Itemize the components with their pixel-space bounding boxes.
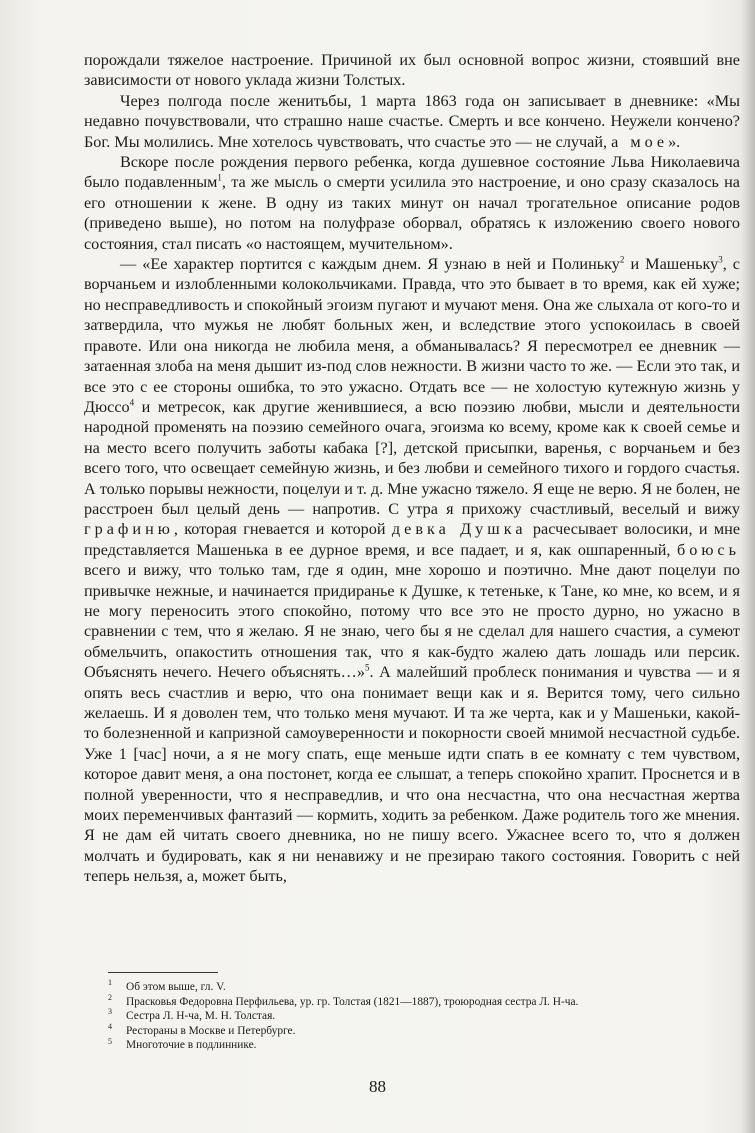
paragraph-3: Вскоре после рождения первого ребенка, когда душевное состояние Льва Николаевича было подавленным$^1$, та же мысль о смерти усилила это настроение, и оно сразу сказалось на его отношении к жене. В одну из таких минут он начал трогательное описание родов (приведено выше), но потом на полуфразе оборвал, обратясь к изложению своего нового состояния, стал писать «о настоящем, мучительном». <box>84 153 740 253</box>
paragraph-1: порождали тяжелое настроение. Причиной их был основной вопрос жизни, стоявший вне зависимости от нового уклада жизни Толстых. <box>84 51 740 90</box>
footnote-ref-3[interactable]: 3 <box>718 254 723 265</box>
spaced-emphasis: девка Душка <box>391 520 527 539</box>
footnote-text: Многоточие в подлиннике. <box>126 1039 257 1052</box>
footnote-ref-1[interactable]: 1 <box>217 173 222 184</box>
paragraph-4: — «Ее характер портится с каждым днем. Я узнаю в ней и Полиньку$^2$ и Машеньку$^3$, с ворчаньем и излобленными колокольчиками. Правда, что это бывает в то время, как ей хуже; но несправедливость и спокойный эгоизм пугают и мучают меня. Она же слыхала от кого-то и затвердила, что мужья не любят больных жен, и вследствие этого успокоилась в своей правоте. Или она никогда не любила меня, а обманывалась? Я пересмотрел ее дневник — затаенная злоба на меня дышит из-под слов нежности. В жизни часто то же. — Если это так, и все это с ее стороны ошибка, то это ужасно. Отдать все — не холостую кутежную жизнь у Дюссо$^4$ и метресок, как другие женившиеся, а всю поэзию любви, мысли и деятельности народной променять на поэзию семейного очага, эгоизма ко всему, кроме как к своей семье и на место всего получить заботы кабака [?], детской присыпки, варенья, с ворчаньем и без всего того, что освещает семейную жизнь, и без любви и семейного тихого и гордого счастья. А только порывы нежности, поцелуи и т. д. Мне ужасно тяжело. Я еще не верю. Я не болен, не расстроен был целый день — напротив. С утра я прихожу счастливый, веселый и вижу графиню, которая гневается и которой девка Душка расчесывает волосики, и мне представляется Машенька в ее дурное время, и все падает, и я, как ошпаренный, боюсь всего и вижу, что только там, где я один, мне хорошо и поэтично. Мне дают поцелуи по привычке нежные, и начинается придиранье к Душке, к тетеньке, к Тане, ко мне, ко всем, и я не могу переносить этого спокойно, потому что все это не просто дурно, но ужасно в сравнении с тем, что я желаю. Я не знаю, чего бы я не сделал для нашего счастия, а сумеют обмельчить, опакостить отношения так, что я как-будто жалею дать лошадь или персик. Объяснять нечего. Нечего объяснять…»$^5$. А малейший проблеск понимания и чувства — и я опять весь счастлив и верю, что она понимает вещи как и я. Верится тому, чего сильно желаешь. И я доволен тем, что только меня мучают. И та же черта, как и у Машеньки, какой-то болезненной и капризной самоуверенности и покорности своей мнимой несчастной судьбе. Уже 1 [час] ночи, а я не могу спать, еще меньше идти спать в ее комнату с тем чувством, которое давит меня, а она постонет, когда ее слышат, а теперь спокойно храпит. Проснется и в полной уверенности, что я несправедлив, и что она несчастна, что она несчастная жертва моих переменчивых фантазий — кормить, ходить за ребенком. Даже родитель того же мнения. Я не дам ей читать своего дневника, но не пишу всего. Ужаснее всего то, что я должен молчать и будировать, как я ни ненавижу и не презираю такого состояния. Говорить с ней теперь нельзя, а, может быть, <box>84 254 741 886</box>
footnote-text: Сестра Л. Н-ча, М. Н. Толстая. <box>126 1010 276 1023</box>
footnote-separator <box>108 972 218 973</box>
page-number: 88 <box>369 1077 386 1096</box>
footnote-ref-2[interactable]: 2 <box>619 254 625 265</box>
footnote-text: Об этом выше, гл. V. <box>126 981 226 993</box>
footnote-text: Прасковья Федоровна Перфильева, ур. гр. Толстая (1821—1887), троюродная сестра Л. Н-ча. <box>126 995 579 1008</box>
spaced-emphasis: боюсь <box>677 540 740 559</box>
footnote-item: 3 Сестра Л. Н-ча, М. Н. Толстая. <box>108 1007 276 1023</box>
footnote-ref-4[interactable]: 4 <box>129 397 135 408</box>
spaced-emphasis: а мое <box>611 132 669 151</box>
footnotes <box>108 980 748 1053</box>
footnote-item: 4 Рестораны в Москве и Петербурге. <box>108 1021 296 1037</box>
footnote-item: 2 Прасковья Федоровна Перфильева, ур. гр. Толстая (1821—1887), троюродная сестра Л. Н-ча. <box>108 992 579 1008</box>
footnote-item: 5 Многоточие в подлиннике. <box>108 1036 257 1052</box>
footnote-item: 1 Об этом выше, гл. V. <box>108 978 226 993</box>
footnote-text: Рестораны в Москве и Петербурге. <box>126 1024 296 1037</box>
spaced-emphasis: графиню <box>84 520 174 539</box>
main-text <box>84 50 740 887</box>
footnote-ref-5[interactable]: 5 <box>364 662 370 673</box>
paragraph-2: Через полгода после женитьбы, 1 марта 1863 года он записывает в дневнике: «Мы недавно почувствовали, что страшно наше счастье. Смерть и все кончено. Неужели кончено? Бог. Мы молились. Мне хотелось чувствовать, что счастье это — не случай, а мое». <box>84 91 740 151</box>
page-edge-shadow <box>741 0 755 1133</box>
